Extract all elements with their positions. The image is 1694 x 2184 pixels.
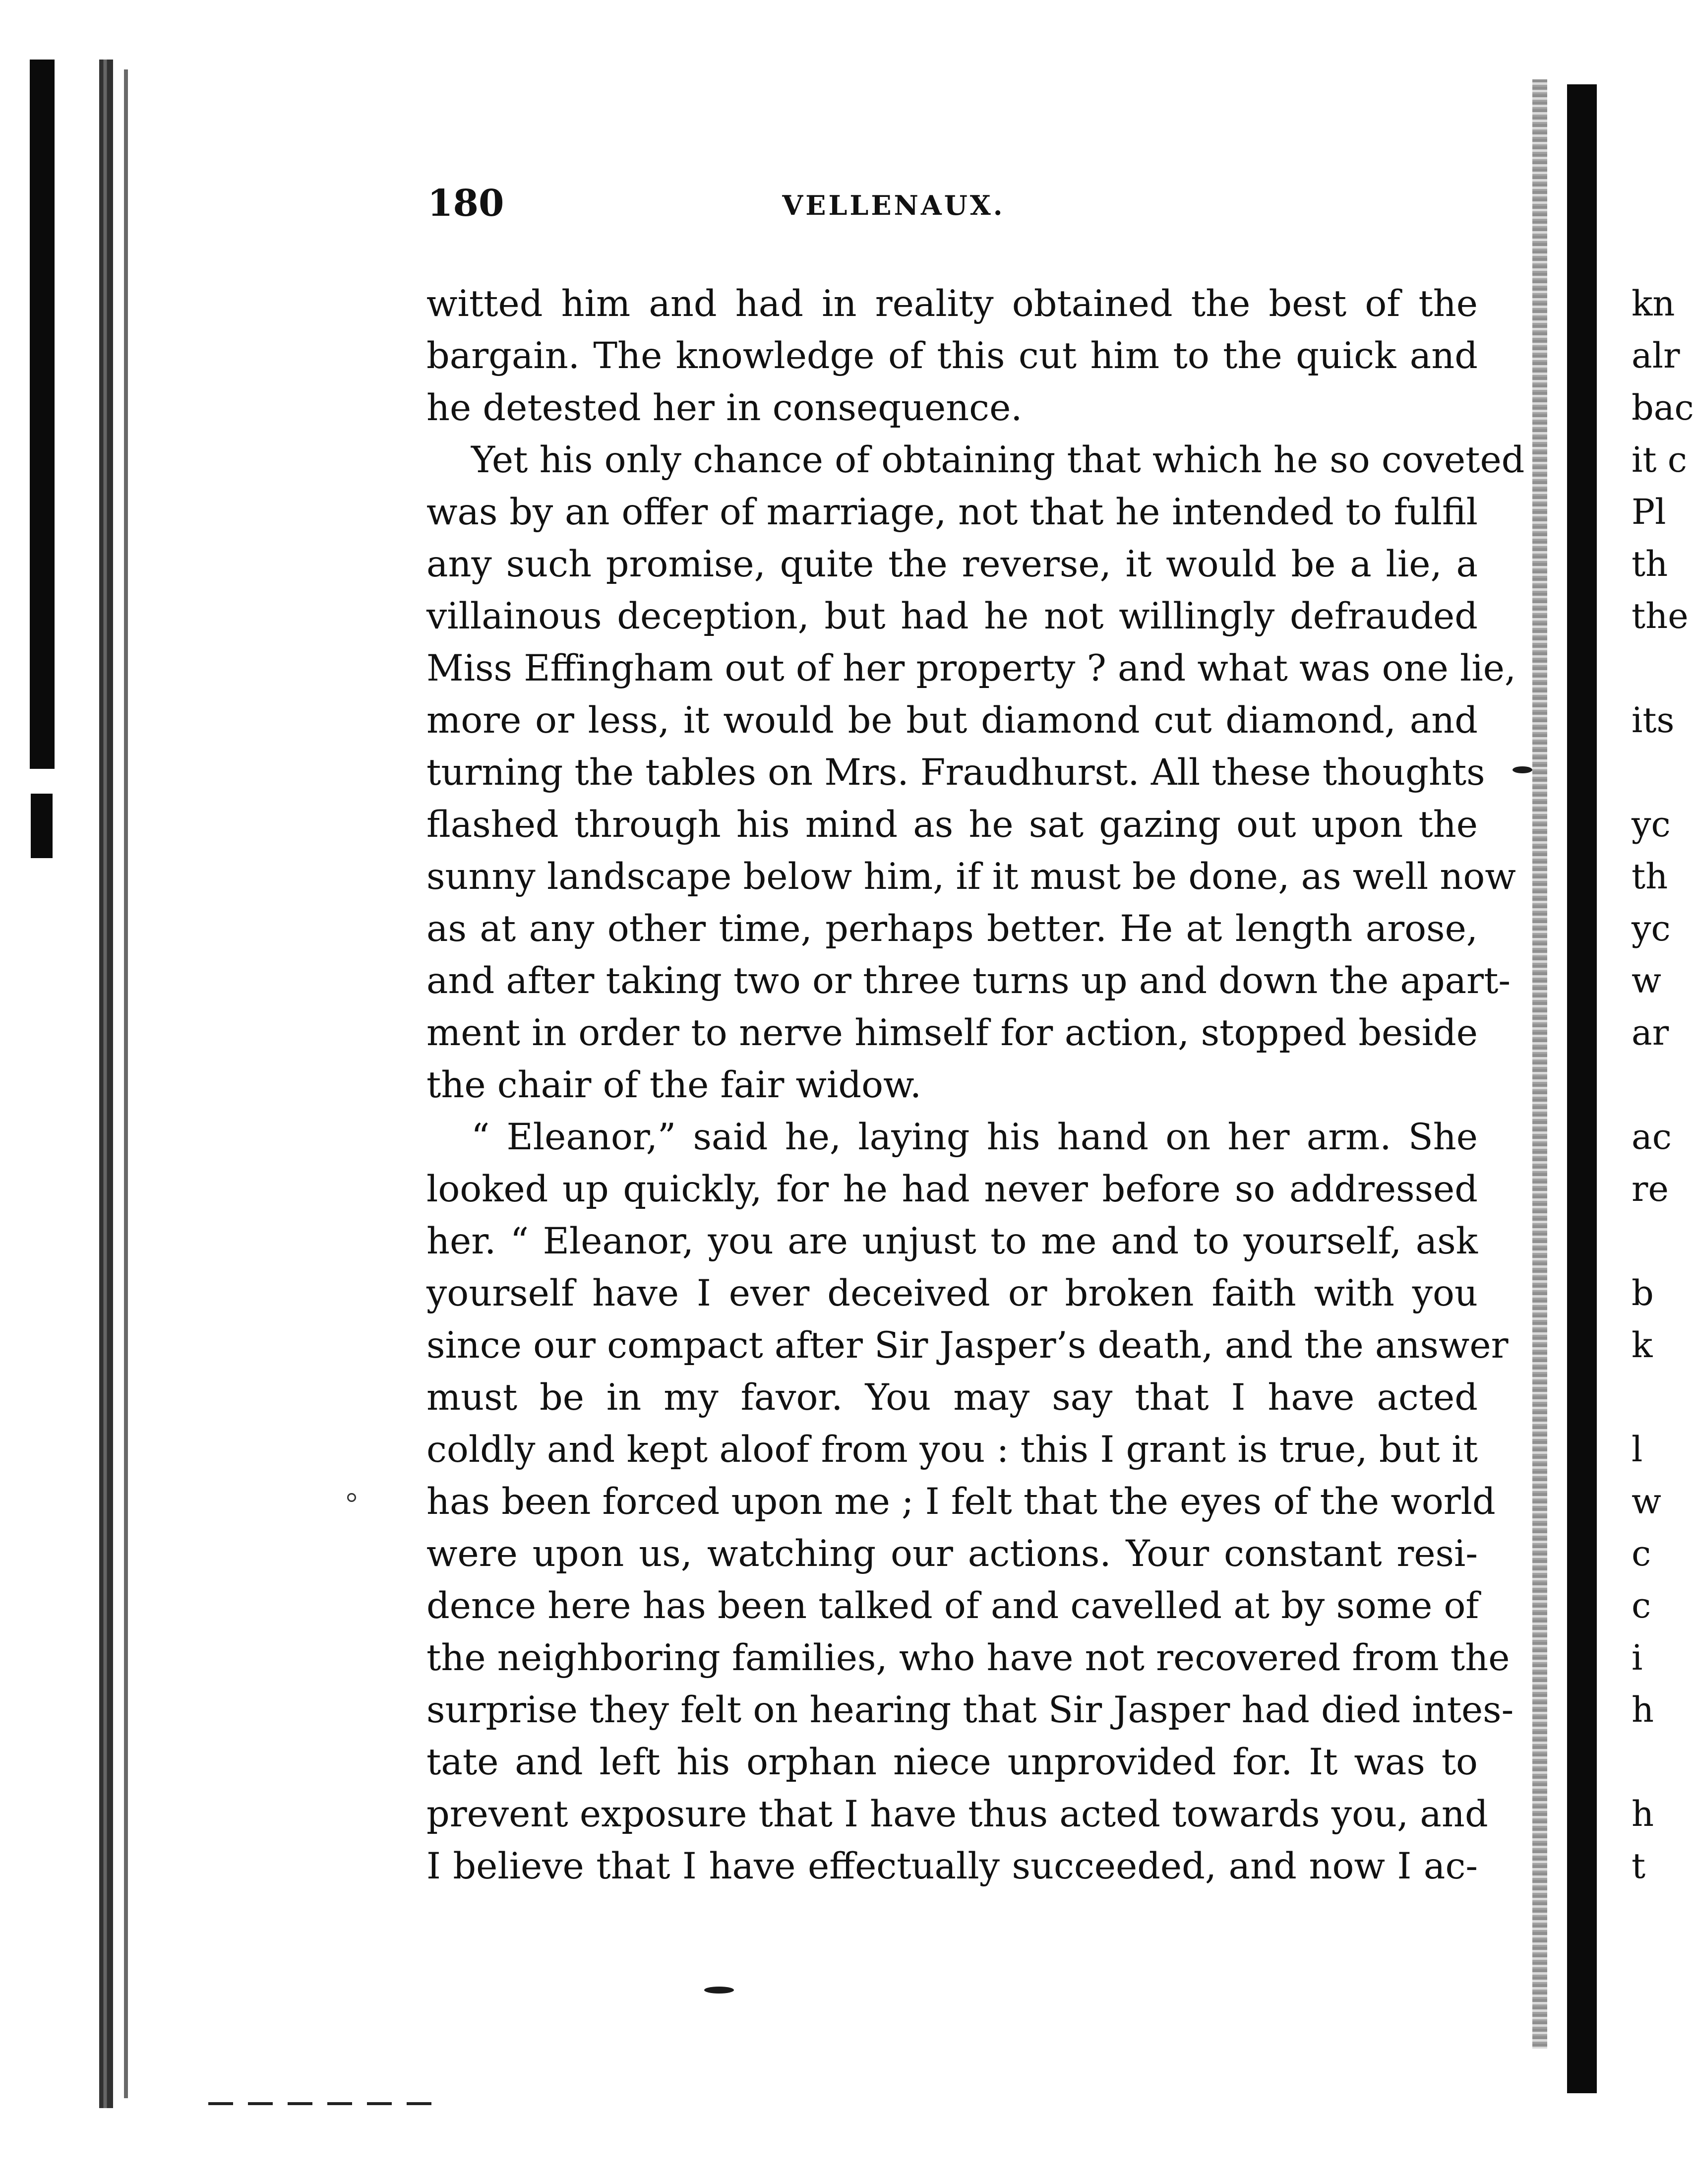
text-line: Yet his only chance of obtaining that which he so coveted [471, 439, 1525, 481]
scan-speck [1512, 766, 1532, 773]
text-line: the neighboring families, who have not recovered from the [426, 1637, 1510, 1679]
facing-page-fragment: t [1632, 1846, 1646, 1886]
text-line: dence here has been talked of and cavelled at by some of [426, 1585, 1479, 1627]
text-line: coldly and kept aloof from you : this I grant is true, but it [426, 1429, 1478, 1471]
scan-gutter-line-left [99, 60, 113, 2108]
text-line: any such promise, quite the reverse, it would be a lie, a [426, 543, 1478, 585]
text-line: turning the tables on Mrs. Fraudhurst. All these thoughts [426, 751, 1485, 794]
facing-page-fragment: l [1632, 1429, 1643, 1470]
facing-page-fragment: h [1632, 1689, 1654, 1730]
facing-page-fragment: b [1632, 1273, 1654, 1313]
text-line: Miss Effingham out of her property ? and what was one lie, [426, 647, 1516, 689]
facing-page-fragment: c [1632, 1585, 1651, 1626]
facing-page-fragment: c [1632, 1533, 1651, 1574]
facing-page-fragment [1632, 1059, 1687, 1111]
facing-page-fragment: re [1632, 1169, 1669, 1209]
text-line: the chair of the fair widow. [426, 1064, 922, 1106]
text-line: looked up quickly, for he had never before so addressed [426, 1168, 1478, 1210]
text-line: ment in order to nerve himself for action, stopped beside [426, 1012, 1478, 1054]
scan-binding-shadow-left [30, 60, 55, 769]
facing-page-fragment: alr [1632, 335, 1680, 376]
scan-speck [704, 1987, 734, 1994]
text-line: he detested her in consequence. [426, 387, 1023, 429]
text-line: “ Eleanor,” said he, laying his hand on her arm. She [471, 1116, 1478, 1158]
facing-page-fragments [1632, 278, 1694, 1892]
facing-page-fragment [1632, 1215, 1687, 1267]
page-number: 180 [427, 182, 504, 225]
facing-page-fragment: yc [1632, 804, 1671, 845]
text-line: her. “ Eleanor, you are unjust to me and to yourself, ask [426, 1220, 1478, 1262]
scan-bottom-dashes [208, 2102, 431, 2105]
text-line: flashed through his mind as he sat gazing out upon the [426, 804, 1478, 846]
running-head: VELLENAUX. [782, 189, 1005, 221]
facing-page-fragment: h [1632, 1794, 1654, 1834]
text-line: witted him and had in reality obtained the best of the [426, 283, 1478, 325]
scan-binding-shadow-left-lower [31, 794, 53, 858]
facing-page-fragment: k [1632, 1325, 1653, 1366]
text-line: since our compact after Sir Jasper’s death, and the answer [426, 1324, 1509, 1367]
scan-gutter-thin-line-left [124, 69, 128, 2098]
text-line: were upon us, watching our actions. Your constant resi- [426, 1533, 1478, 1575]
facing-page-fragment: bac [1632, 387, 1694, 428]
facing-page-fragment [1632, 747, 1687, 799]
facing-page-fragment [1632, 1736, 1687, 1788]
text-line: must be in my favor. You may say that I have acted [426, 1376, 1478, 1419]
facing-page-fragment: yc [1632, 908, 1671, 949]
facing-page-fragment: i [1632, 1637, 1643, 1678]
facing-page-fragment: kn [1632, 283, 1675, 324]
text-line: sunny landscape below him, if it must be done, as well now [426, 856, 1516, 898]
text-line: tate and left his orphan niece unprovided for. It was to [426, 1741, 1478, 1783]
text-line: bargain. The knowledge of this cut him to the quick and [426, 335, 1478, 377]
text-line: villainous deception, but had he not willingly defrauded [426, 595, 1478, 637]
text-line: more or less, it would be but diamond cut diamond, and [426, 699, 1478, 742]
facing-page-fragment [1632, 642, 1687, 694]
text-line: has been forced upon me ; I felt that the eyes of the world [426, 1481, 1496, 1523]
text-line: prevent exposure that I have thus acted towards you, and [426, 1793, 1488, 1835]
facing-page-fragment: it c [1632, 439, 1687, 480]
facing-page-fragment: its [1632, 700, 1675, 741]
facing-page-fragment: th [1632, 856, 1668, 897]
scan-gutter-noise-right [1532, 79, 1547, 2049]
facing-page-fragment: th [1632, 544, 1668, 584]
facing-page-fragment [1632, 1372, 1687, 1424]
text-line: and after taking two or three turns up and down the apart- [426, 960, 1511, 1002]
facing-page-fragment: w [1632, 1481, 1661, 1522]
facing-page-fragment: ac [1632, 1117, 1672, 1157]
text-line: yourself have I ever deceived or broken faith with you [426, 1272, 1478, 1314]
facing-page-fragment: Pl [1632, 492, 1666, 532]
text-line: surprise they felt on hearing that Sir Jasper had died intes- [426, 1689, 1514, 1731]
facing-page-fragment: w [1632, 960, 1661, 1001]
page-header [427, 179, 1479, 228]
text-line: was by an offer of marriage, not that he intended to fulfil [426, 491, 1478, 533]
body-text [426, 278, 1525, 1892]
scan-binding-shadow-right [1567, 84, 1597, 2093]
scan-speck [347, 1493, 356, 1502]
text-line: I believe that I have effectually succeeded, and now I ac- [426, 1845, 1478, 1887]
facing-page-fragment: ar [1632, 1012, 1669, 1053]
facing-page-fragment: the [1632, 596, 1689, 636]
text-line: as at any other time, perhaps better. He at length arose, [426, 908, 1478, 950]
